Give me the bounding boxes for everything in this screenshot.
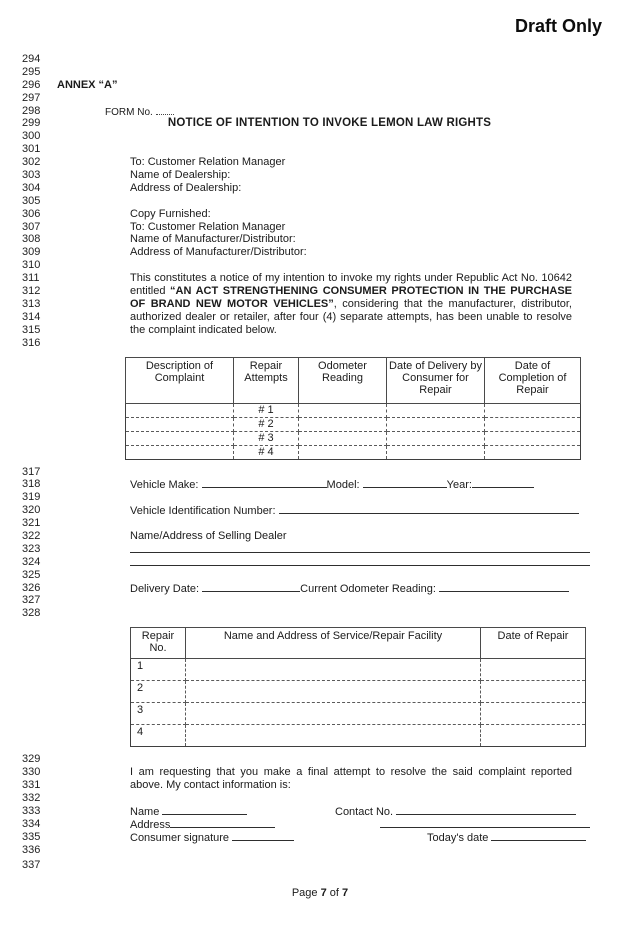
line-number: 312 <box>22 285 41 298</box>
col-description-of-complaint: Description of Complaint <box>126 357 234 403</box>
dealership-name-label: Name of Dealership: <box>130 169 231 182</box>
doc-line <box>0 582 640 595</box>
vehicle-year-label: Year: <box>446 479 472 492</box>
line-number: 323 <box>22 542 41 555</box>
line-number: 322 <box>22 529 41 542</box>
form-no-label: FORM No. <box>105 106 153 118</box>
doc-line <box>0 117 640 130</box>
footer-of-word: of <box>326 887 343 899</box>
line-number: 334 <box>22 817 41 830</box>
doc-line <box>0 53 640 66</box>
line-number: 326 <box>22 581 41 594</box>
line-number-column <box>22 766 57 792</box>
line-number: 298 <box>22 104 41 117</box>
line-number: 330 <box>22 766 41 779</box>
todays-date-group <box>427 831 586 845</box>
page-footer <box>0 887 640 899</box>
doc-line <box>0 130 640 143</box>
to-dealer-line: To: Customer Relation Manager <box>130 156 286 169</box>
line-number: 316 <box>22 336 41 349</box>
intro-paragraph <box>130 272 572 337</box>
name-label: Name <box>130 805 160 818</box>
complaint-table <box>125 357 581 460</box>
line-number: 327 <box>22 594 41 607</box>
draft-only-watermark: Draft Only <box>514 16 602 36</box>
repair-facility-table <box>130 627 586 747</box>
contact-no-label: Contact No. <box>335 805 394 818</box>
name-blank <box>162 805 247 815</box>
doc-line <box>0 92 640 105</box>
vehicle-make-label: Vehicle Make: <box>130 479 199 492</box>
doc-line <box>0 530 640 543</box>
doc-line <box>0 843 640 858</box>
doc-line <box>0 491 640 504</box>
doc-line <box>0 143 640 156</box>
line-number: 319 <box>22 491 41 504</box>
col-date-of-completion: Date of Completion of Repair <box>485 357 581 403</box>
col-date-of-delivery: Date of Delivery by Consumer for Repair <box>387 357 485 403</box>
vehicle-model-label: Model: <box>326 479 360 492</box>
doc-line <box>0 66 640 79</box>
doc-line <box>0 208 640 221</box>
line-number: 307 <box>22 220 41 233</box>
selling-dealer-label: Name/Address of Selling Dealer <box>130 529 287 542</box>
intro-text-post: , considering that the manufacturer, distributor, authorized dealer or retailer, after four (4) separate attempts, has been unable to resolve the complaint indicated below. <box>130 297 572 336</box>
line-number: 305 <box>22 194 41 207</box>
contact-extra-blank <box>380 818 590 828</box>
doc-line <box>0 246 640 259</box>
intro-paragraph-block <box>0 272 640 337</box>
complaint-table-row <box>126 445 581 459</box>
line-number: 309 <box>22 246 41 259</box>
line-number: 328 <box>22 607 41 620</box>
line-number: 325 <box>22 568 41 581</box>
act-title-bold: “AN ACT STRENGTHENING CONSUMER PROTECTION IN THE PURCHASE OF BRAND NEW MOTOR VEHICLES” <box>130 285 572 310</box>
doc-line <box>0 607 640 620</box>
copy-furnished-label: Copy Furnished: <box>130 207 211 220</box>
current-odometer-blank <box>439 582 569 592</box>
col-date-of-repair: Date of Repair <box>481 628 586 659</box>
selling-dealer-blank-1 <box>130 543 590 553</box>
line-number: 337 <box>22 859 41 872</box>
line-number: 314 <box>22 310 41 323</box>
doc-line <box>0 182 640 195</box>
line-number: 299 <box>22 117 41 130</box>
repair-no-4: 4 <box>131 725 186 747</box>
manufacturer-name-label: Name of Manufacturer/Distributor: <box>130 233 296 246</box>
doc-line <box>0 156 640 169</box>
line-number: 297 <box>22 91 41 104</box>
line-number: 294 <box>22 53 41 65</box>
repair-table-row <box>131 725 586 747</box>
repair-no-3: 3 <box>131 703 186 725</box>
line-number: 300 <box>22 130 41 143</box>
line-number: 296 <box>22 78 41 91</box>
doc-line <box>0 221 640 234</box>
line-number: 336 <box>22 844 41 857</box>
doc-line <box>0 504 640 517</box>
complaint-table-row <box>126 417 581 431</box>
doc-line <box>0 79 640 92</box>
doc-line <box>0 233 640 246</box>
complaint-table-row <box>126 431 581 445</box>
current-odometer-label: Current Odometer Reading: <box>300 582 436 595</box>
line-number-column <box>22 272 57 337</box>
repair-table-row <box>131 659 586 681</box>
intro-text-pre: This constitutes a notice of my intention to invoke my rights under Republic Act No. 10642 entitled <box>130 272 572 298</box>
doc-line <box>0 594 640 607</box>
repair-attempt-3: # 3 <box>234 431 299 445</box>
to-manufacturer-line: To: Customer Relation Manager <box>130 220 286 233</box>
address-label: Address <box>130 818 171 831</box>
doc-line <box>0 543 640 556</box>
contact-no-blank <box>396 805 576 815</box>
doc-line <box>0 259 640 272</box>
line-number: 311 <box>22 272 40 285</box>
consumer-signature-label: Consumer signature <box>130 831 230 844</box>
line-number: 335 <box>22 830 41 843</box>
document-title: NOTICE OF INTENTION TO INVOKE LEMON LAW RIGHTS <box>167 117 492 130</box>
line-number: 333 <box>22 804 41 817</box>
line-number: 313 <box>22 297 41 310</box>
repair-attempt-4: # 4 <box>234 445 299 459</box>
repair-no-2: 2 <box>131 681 186 703</box>
closing-paragraph-block <box>0 766 640 792</box>
doc-line <box>0 858 640 873</box>
repair-attempt-1: # 1 <box>234 403 299 417</box>
line-number: 317 <box>22 465 41 478</box>
doc-line <box>0 831 640 844</box>
delivery-date-blank <box>202 582 300 592</box>
manufacturer-address-label: Address of Manufacturer/Distributor: <box>130 246 307 259</box>
doc-line <box>0 805 640 818</box>
vin-label: Vehicle Identification Number: <box>130 505 276 518</box>
line-number: 310 <box>22 259 41 272</box>
col-repair-attempts: Repair Attempts <box>234 357 299 403</box>
line-number: 295 <box>22 65 41 78</box>
doc-line <box>0 818 640 831</box>
line-number: 332 <box>22 791 41 804</box>
line-number: 302 <box>22 156 41 169</box>
doc-line <box>0 195 640 208</box>
form-no-blank <box>156 105 174 115</box>
consumer-signature-blank <box>232 831 294 841</box>
line-number: 324 <box>22 555 41 568</box>
line-number: 321 <box>22 517 41 530</box>
line-number: 306 <box>22 207 41 220</box>
doc-line <box>0 105 640 118</box>
line-number: 318 <box>22 478 41 491</box>
doc-line <box>0 753 640 766</box>
repair-attempt-2: # 2 <box>234 417 299 431</box>
selling-dealer-blank-2 <box>130 556 590 566</box>
line-number: 308 <box>22 233 41 246</box>
doc-line <box>0 337 640 350</box>
line-number: 329 <box>22 753 41 766</box>
contact-extra-line <box>380 818 590 832</box>
doc-line <box>0 556 640 569</box>
col-odometer-reading: Odometer Reading <box>299 357 387 403</box>
contact-group <box>335 805 576 819</box>
footer-total-pages: 7 <box>342 887 349 899</box>
vin-blank <box>279 504 579 514</box>
doc-line <box>0 478 640 491</box>
doc-line <box>0 169 640 182</box>
address-blank <box>170 818 275 828</box>
complaint-table-header-row <box>126 357 581 403</box>
complaint-table-row <box>126 403 581 417</box>
todays-date-label: Today's date <box>427 831 489 844</box>
doc-line <box>0 466 640 479</box>
line-number: 303 <box>22 169 41 182</box>
repair-table-row <box>131 681 586 703</box>
repair-table-header-row <box>131 628 586 659</box>
line-number: 315 <box>22 323 41 336</box>
final-request-paragraph: I am requesting that you make a final attempt to resolve the said complaint reported above. My contact information is: <box>130 766 572 792</box>
col-service-facility: Name and Address of Service/Repair Facility <box>186 628 481 659</box>
line-number: 301 <box>22 143 41 156</box>
vehicle-model-blank <box>363 478 447 488</box>
repair-table-row <box>131 703 586 725</box>
todays-date-blank <box>491 831 586 841</box>
line-number: 320 <box>22 504 41 517</box>
doc-line <box>0 517 640 530</box>
line-number: 304 <box>22 181 41 194</box>
footer-page-number: 7 <box>320 887 327 899</box>
footer-page-word: Page <box>291 887 321 899</box>
doc-line <box>0 792 640 805</box>
repair-no-1: 1 <box>131 659 186 681</box>
annex-label: ANNEX “A” <box>57 78 118 91</box>
vehicle-year-blank <box>472 478 534 488</box>
vehicle-make-blank <box>202 478 327 488</box>
delivery-date-label: Delivery Date: <box>130 582 200 595</box>
line-number: 331 <box>22 779 41 791</box>
col-repair-no: Repair No. <box>131 628 186 659</box>
doc-line <box>0 569 640 582</box>
dealership-address-label: Address of Dealership: <box>130 181 242 194</box>
